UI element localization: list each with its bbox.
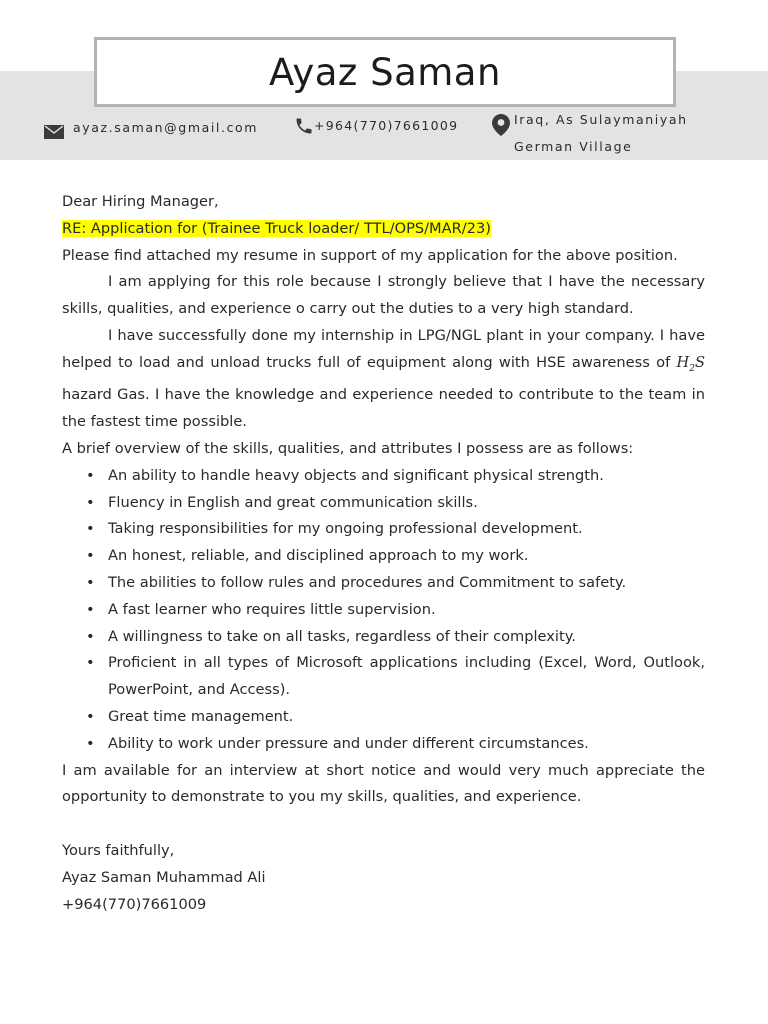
- list-item: • Proficient in all types of Microsoft applications including (Excel, Word, Outlook, PowerPoint, and Access).: [108, 650, 705, 704]
- name-box: [94, 37, 676, 107]
- map-pin-icon: [492, 114, 510, 145]
- list-item: • A willingness to take on all tasks, regardless of their complexity.: [108, 624, 705, 651]
- paragraph-2-start: I have successfully done my internship in LPG/NGL plant in your company. I have helped to load and unload trucks full of equipment along with HSE awareness of: [62, 326, 705, 371]
- list-item: • Taking responsibilities for my ongoing professional development.: [108, 516, 705, 543]
- phone-text[interactable]: +964(770)7661009: [314, 118, 459, 133]
- list-item: • Fluency in English and great communication skills.: [108, 490, 705, 517]
- paragraph-2-end: hazard Gas. I have the knowledge and experience needed to contribute to the team in the fastest time possible.: [62, 386, 705, 431]
- spacer: [62, 811, 705, 838]
- skills-intro: A brief overview of the skills, qualities, and attributes I possess are as follows:: [62, 440, 634, 458]
- paragraph-2: [62, 323, 705, 436]
- signature-phone: +964(770)7661009: [62, 895, 207, 913]
- phone-icon: [294, 116, 314, 145]
- list-item: • A fast learner who requires little supervision.: [108, 597, 705, 624]
- chemical-formula: [676, 353, 705, 374]
- email-text[interactable]: ayaz.saman@gmail.com: [73, 120, 259, 135]
- subject-line: RE: Application for (Trainee Truck loader/ TTL/OPS/MAR/23): [62, 219, 491, 237]
- applicant-name: Ayaz Saman: [269, 50, 501, 94]
- chem-subscript: 2: [689, 363, 695, 374]
- skills-list: [62, 463, 705, 758]
- signoff: Yours faithfully,: [62, 842, 175, 860]
- list-item: • The abilities to follow rules and procedures and Commitment to safety.: [108, 570, 705, 597]
- paragraph-1: I am applying for this role because I strongly believe that I have the necessary skills, qualities, and experience o carry out the duties to a very high standard.: [62, 273, 705, 318]
- letter-body: [62, 189, 705, 918]
- chem-h: H: [676, 353, 690, 371]
- signature-name: Ayaz Saman Muhammad Ali: [62, 868, 266, 886]
- list-item: • An ability to handle heavy objects and significant physical strength.: [108, 463, 705, 490]
- list-item: • An honest, reliable, and disciplined approach to my work.: [108, 543, 705, 570]
- greeting: Dear Hiring Manager,: [62, 193, 219, 210]
- chem-s: S: [695, 353, 705, 371]
- envelope-icon: [44, 121, 64, 148]
- closing-paragraph: I am available for an interview at short notice and would very much appreciate the opportunity to demonstrate to you my skills, qualities, and experience.: [62, 761, 705, 806]
- address-text: Iraq, As Sulaymaniyah German Village: [514, 112, 688, 154]
- list-item: • Great time management.: [108, 704, 705, 731]
- intro-paragraph: Please find attached my resume in support of my application for the above position.: [62, 246, 678, 264]
- list-item: • Ability to work under pressure and under different circumstances.: [108, 731, 705, 758]
